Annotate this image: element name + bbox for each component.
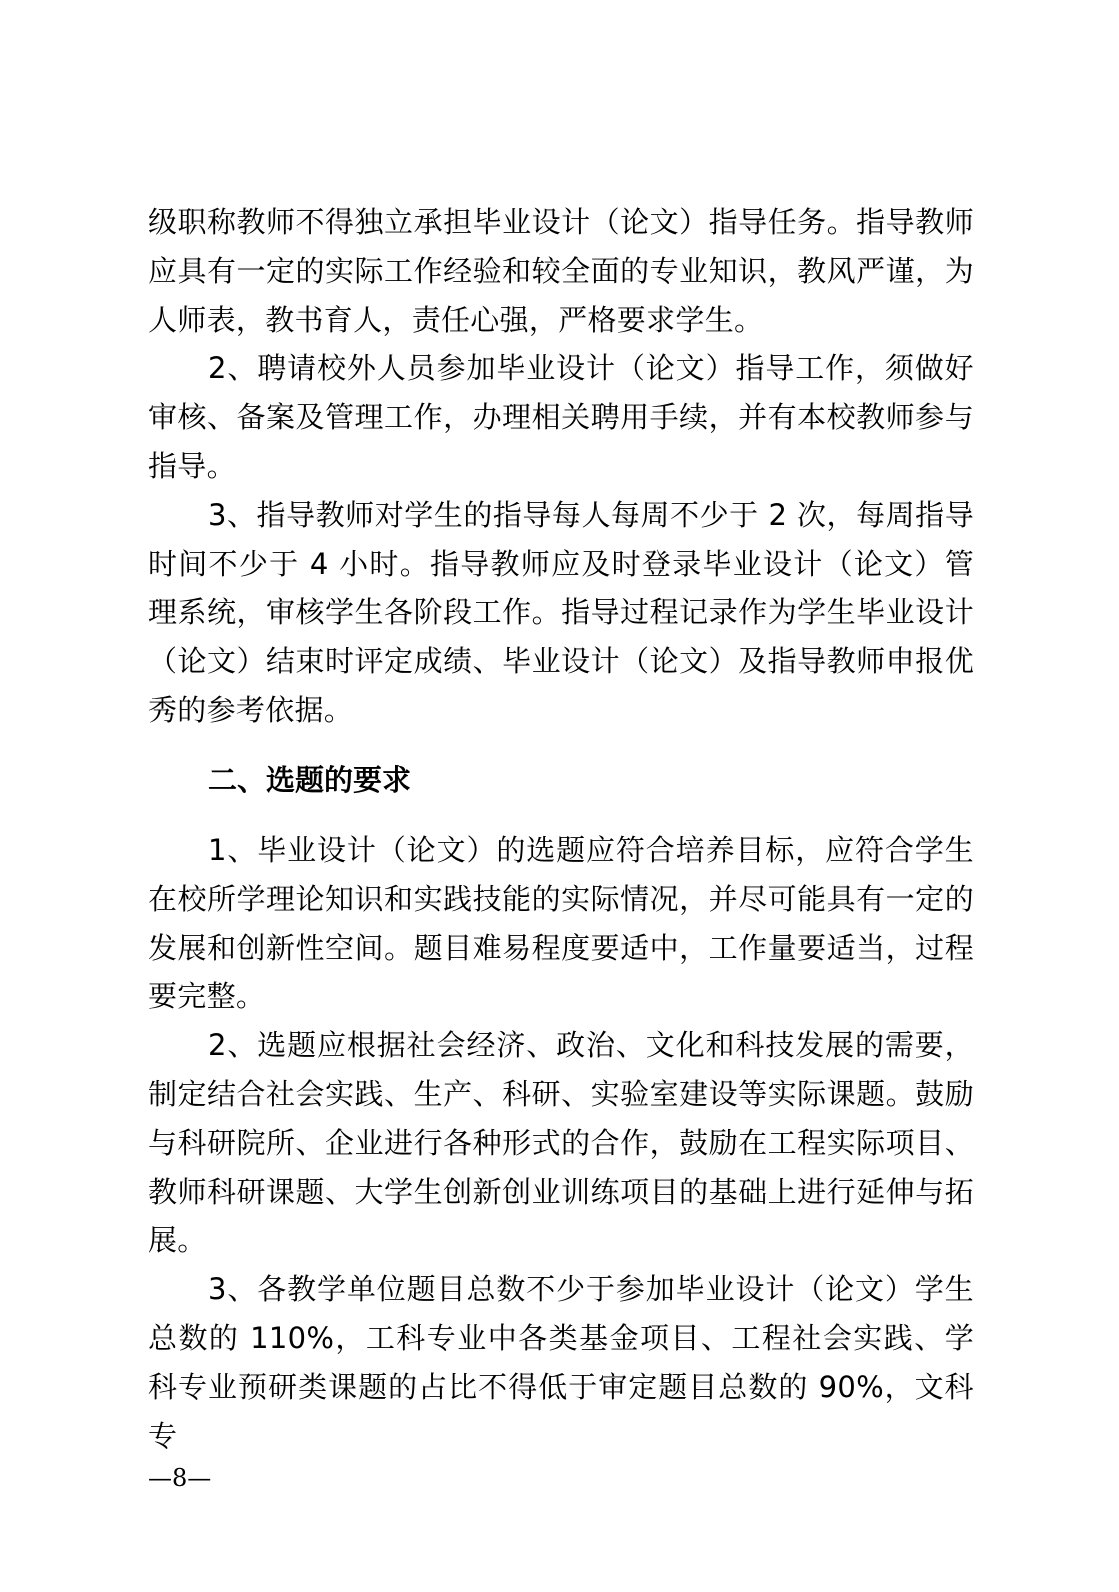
paragraph-item-3: 3、指导教师对学生的指导每人每周不少于 2 次，每周指导时间不少于 4 小时。指导教师应及时登录毕业设计（论文）管理系统，审核学生各阶段工作。指导过程记录作为学生毕业设计（论文）结束时评定成绩、毕业设计（论文）及指导教师申报优秀的参考依据。 [148, 497, 974, 727]
paragraph-topic-3: 3、各教学单位题目总数不少于参加毕业设计（论文）学生总数的 110%，工科专业中各类基金项目、工程社会实践、学科专业预研类课题的占比不得低于审定题目总数的 90%，文科专 [148, 1272, 974, 1453]
paragraph-topic-1: 1、毕业设计（论文）的选题应符合培养目标，应符合学生在校所学理论知识和实践技能的实际情况，并尽可能具有一定的发展和创新性空间。题目难易程度要适中，工作量要适当，过程要完整。 [148, 833, 974, 1014]
paragraph-topic-2: 2、选题应根据社会经济、政治、文化和科技发展的需要，制定结合社会实践、生产、科研、实验室建设等实际课题。鼓励与科研院所、企业进行各种形式的合作，鼓励在工程实际项目、教师科研课题、大学生创新创业训练项目的基础上进行延伸与拓展。 [148, 1028, 974, 1258]
section-heading-topic-requirements: 二、选题的要求 [208, 763, 412, 797]
body-text-block-2 [148, 826, 974, 1460]
paragraph-continuation: 级职称教师不得独立承担毕业设计（论文）指导任务。指导教师应具有一定的实际工作经验和较全面的专业知识，教风严谨，为人师表，教书育人，责任心强，严格要求学生。 [148, 205, 974, 337]
body-text-block-1 [148, 198, 974, 735]
paragraph-item-2: 2、聘请校外人员参加毕业设计（论文）指导工作，须做好审核、备案及管理工作，办理相关聘用手续，并有本校教师参与指导。 [148, 351, 974, 483]
page-number: —8— [148, 1464, 212, 1492]
